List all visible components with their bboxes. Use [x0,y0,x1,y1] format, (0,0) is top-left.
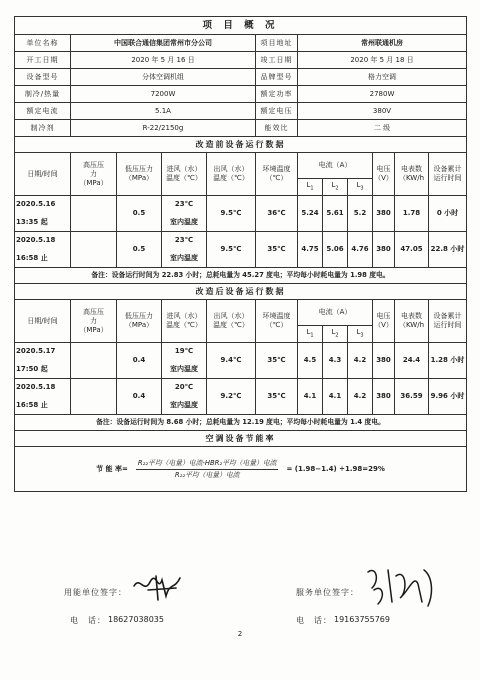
row-outlet: 9.2℃ [207,379,256,415]
row-meter: 24.4 [395,343,429,379]
col-voltage: 电压 （V） [373,300,395,343]
after-note: 备注：设备运行时间为 8.68 小时；总耗电量为 12.19 度电；平均每小时耗电量为 1.4 度电。 [15,415,467,431]
row-datetime: 2020.5.18 16:58 止 [15,232,71,268]
col-datetime: 日期/时间 [15,300,71,343]
row-l2: 4.1 [323,379,348,415]
col-high-pressure: 高压压 力 （MPa） [71,300,117,343]
row-runtime: 1.28 小时 [429,343,467,379]
row-volt: 380 [373,343,395,379]
row-volt: 380 [373,379,395,415]
col-datetime: 日期/时间 [15,153,71,196]
row-high [71,343,117,379]
user-signature [130,572,190,602]
row-env: 35℃ [256,232,298,268]
row-low: 0.4 [117,343,162,379]
col-voltage: 电压 （V） [373,153,395,196]
page-title: 项 目 概 况 [15,17,467,35]
row-l1: 5.24 [298,196,323,232]
saving-numerator: R₂₂平均（电量）电流-HBR₂平均（电量）电流 [136,459,279,470]
row-meter: 47.05 [395,232,429,268]
col-l3: $L_3$ [348,326,373,343]
row-datetime: 2020.5.18 16:58 止 [15,379,71,415]
row-meter: 1.78 [395,196,429,232]
row-inlet: 19℃ 室内温度 [162,343,207,379]
saving-formula [15,447,467,492]
row-l2: 5.61 [323,196,348,232]
row-high [71,232,117,268]
row-l1: 4.1 [298,379,323,415]
report-sheet [14,16,466,492]
current-value: 5.1A [71,103,256,120]
power-value: 2780W [298,86,467,103]
row-l3: 4.2 [348,343,373,379]
row-env: 35℃ [256,343,298,379]
col-runtime: 设备累计 运行时间 [429,153,467,196]
row-env: 35℃ [256,379,298,415]
row-l3: 4.76 [348,232,373,268]
unit-name: 中国联合通信集团常州市分公司 [71,35,256,52]
row-l3: 5.2 [348,196,373,232]
location-label: 项目地址 [256,35,298,52]
row-inlet: 20℃ 室内温度 [162,379,207,415]
saving-result: = (1.98−1.4) ÷1.98=29% [286,464,385,473]
saving-section-title: 空调设备节能率 [15,431,467,447]
row-volt: 380 [373,232,395,268]
col-low-pressure: 低压压力 （MPa） [117,153,162,196]
row-outlet: 9.4℃ [207,343,256,379]
table-row [15,196,467,232]
col-l2: $L_2$ [323,326,348,343]
after-section-title: 改造后设备运行数据 [15,284,467,300]
col-l1: $L_1$ [298,179,323,196]
col-current: 电流（A） [298,153,373,179]
row-l2: 4.3 [323,343,348,379]
row-inlet: 23℃ 室内温度 [162,232,207,268]
row-datetime: 2020.5.17 17:50 起 [15,343,71,379]
efficiency-value: 二 级 [298,120,467,137]
service-phone-label: 电 话： [296,616,332,625]
row-l1: 4.75 [298,232,323,268]
user-sign-label: 用能单位签字： [64,588,127,597]
row-runtime: 0 小时 [429,196,467,232]
brand-label: 品牌型号 [256,69,298,86]
service-phone: 19163755769 [334,615,390,624]
user-phone: 18627038035 [108,615,164,624]
voltage-label: 额定电压 [256,103,298,120]
table-row [15,232,467,268]
table-row [15,379,467,415]
finish-label: 竣工日期 [256,52,298,69]
cool-label: 制冷/热量 [15,86,71,103]
cool-value: 7200W [71,86,256,103]
service-sign-label: 服务单位签字： [296,588,359,597]
saving-label: 节 能 率= [96,464,128,473]
page-number: 2 [237,630,243,638]
location: 常州联通机房 [298,35,467,52]
service-signature [362,562,442,610]
table-row [15,343,467,379]
row-outlet: 9.5℃ [207,196,256,232]
before-note: 备注：设备运行时间为 22.83 小时；总耗电量为 45.27 度电；平均每小时耗电量为 1.98 度电。 [15,268,467,284]
model-label: 设备型号 [15,69,71,86]
col-outlet-temp: 出风（水） 温度（℃） [207,300,256,343]
row-l2: 5.06 [323,232,348,268]
row-inlet: 23℃ 室内温度 [162,196,207,232]
voltage-value: 380V [298,103,467,120]
col-meter: 电表数 （KW/h [395,300,429,343]
row-low: 0.5 [117,232,162,268]
unit-name-label: 单位名称 [15,35,71,52]
efficiency-label: 能效比 [256,120,298,137]
finish-date: 2020 年 5 月 18 日 [298,52,467,69]
refrigerant-value: R-22/2150g [71,120,256,137]
col-l2: $L_2$ [323,179,348,196]
brand: 格力空调 [298,69,467,86]
row-datetime: 2020.5.16 13:35 起 [15,196,71,232]
power-label: 额定功率 [256,86,298,103]
row-outlet: 9.5℃ [207,232,256,268]
col-outlet-temp: 出风（水） 温度（℃） [207,153,256,196]
user-phone-label: 电 话： [70,616,106,625]
col-high-pressure: 高压压 力 （MPa） [71,153,117,196]
current-label: 额定电流 [15,103,71,120]
row-runtime: 9.96 小时 [429,379,467,415]
row-runtime: 22.8 小时 [429,232,467,268]
start-date: 2020 年 5 月 16 日 [71,52,256,69]
row-high [71,196,117,232]
start-label: 开工日期 [15,52,71,69]
col-low-pressure: 低压压力 （MPa） [117,300,162,343]
col-env-temp: 环境温度 （℃） [256,300,298,343]
col-meter: 电表数 （KW/h [395,153,429,196]
col-l1: $L_1$ [298,326,323,343]
col-inlet-temp: 进风（水） 温度（℃） [162,300,207,343]
row-l1: 4.5 [298,343,323,379]
row-low: 0.4 [117,379,162,415]
row-meter: 36.59 [395,379,429,415]
row-l3: 4.2 [348,379,373,415]
refrigerant-label: 制冷剂 [15,120,71,137]
col-current: 电流（A） [298,300,373,326]
row-low: 0.5 [117,196,162,232]
row-env: 36℃ [256,196,298,232]
before-section-title: 改造前设备运行数据 [15,137,467,153]
saving-fraction [136,459,279,480]
col-env-temp: 环境温度 （℃） [256,153,298,196]
model: 分体空调机组 [71,69,256,86]
row-volt: 380 [373,196,395,232]
report-table [14,16,467,492]
saving-denominator: R₂₂平均（电量）电流 [174,470,240,479]
col-l3: $L_3$ [348,179,373,196]
row-high [71,379,117,415]
col-inlet-temp: 进风（水） 温度（℃） [162,153,207,196]
col-runtime: 设备累计 运行时间 [429,300,467,343]
